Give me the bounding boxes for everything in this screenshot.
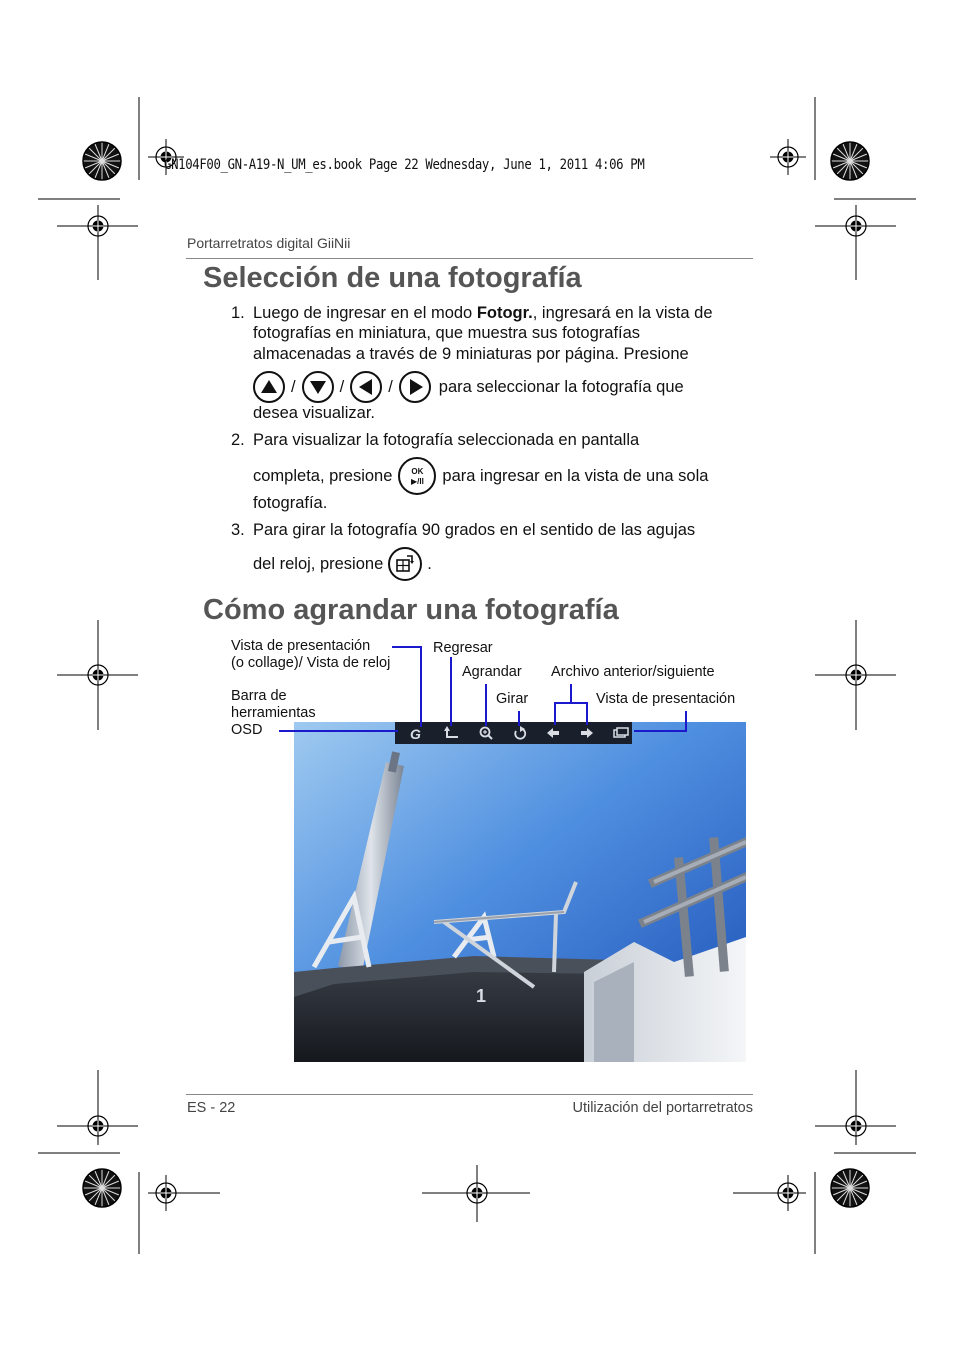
play-pause-label: ▶/II bbox=[411, 477, 424, 486]
page-number: ES - 22 bbox=[187, 1100, 236, 1116]
callout-line: Vista de presentación bbox=[231, 638, 371, 654]
step-number: 1. bbox=[231, 304, 245, 322]
callout-zoom: Agrandar bbox=[462, 664, 522, 680]
step-number: 3. bbox=[231, 521, 245, 539]
step-3-line-1: Para girar la fotografía 90 grados en el sentido de las agujas bbox=[253, 521, 696, 539]
mode-name: Fotogr. bbox=[476, 304, 533, 322]
running-head: Portarretratos digital GiiNii bbox=[187, 235, 351, 251]
separator: / bbox=[388, 378, 393, 396]
callout-line: Barra de bbox=[231, 688, 287, 704]
separator: / bbox=[291, 378, 296, 396]
chapter-title: Utilización del portarretratos bbox=[572, 1100, 753, 1116]
step-1-line-2: fotografías en miniatura, que muestra sus fotografías bbox=[253, 324, 641, 342]
step-1-text: , ingresará en la vista de bbox=[532, 304, 713, 322]
section-title-zoom-photo: Cómo agrandar una fotografía bbox=[203, 594, 619, 626]
step-2-text: completa, presione bbox=[253, 467, 393, 485]
separator: / bbox=[339, 378, 345, 396]
callout-line: herramientas bbox=[231, 705, 316, 721]
step-1-line-3: almacenadas a través de 9 miniaturas por página. Presione bbox=[253, 345, 689, 363]
step-3-text: del reloj, presione bbox=[253, 555, 384, 573]
svg-text:1: 1 bbox=[476, 986, 487, 1006]
step-2-line-1: Para visualizar la fotografía seleccionada en pantalla bbox=[253, 431, 640, 449]
step-2-text: para ingresar en la vista de una sola bbox=[442, 467, 709, 485]
step-1-text: Luego de ingresar en el modo bbox=[253, 304, 477, 322]
step-2-line-3: fotografía. bbox=[253, 494, 328, 512]
footer-rule bbox=[186, 1094, 753, 1095]
callout-line: (o collage)/ Vista de reloj bbox=[231, 655, 391, 671]
callout-slideshow: Vista de presentación bbox=[596, 691, 736, 707]
step-1-line-5: desea visualizar. bbox=[253, 404, 375, 422]
callout-rotate: Girar bbox=[496, 691, 529, 707]
callout-back: Regresar bbox=[433, 640, 493, 656]
step-number: 2. bbox=[231, 431, 245, 449]
print-slug: GN104F00_GN-A19-N_UM_es.book Page 22 Wednesday, June 1, 2011 4:06 PM bbox=[164, 157, 645, 173]
svg-text:G: G bbox=[410, 726, 421, 742]
step-1-text: para seleccionar la fotografía que bbox=[438, 378, 684, 396]
callout-line: OSD bbox=[231, 722, 263, 738]
step-3-text: . bbox=[427, 555, 432, 573]
callout-prev-next: Archivo anterior/siguiente bbox=[551, 664, 715, 680]
ok-label: OK bbox=[411, 467, 424, 476]
section-title-select-photo: Selección de una fotografía bbox=[203, 262, 582, 294]
